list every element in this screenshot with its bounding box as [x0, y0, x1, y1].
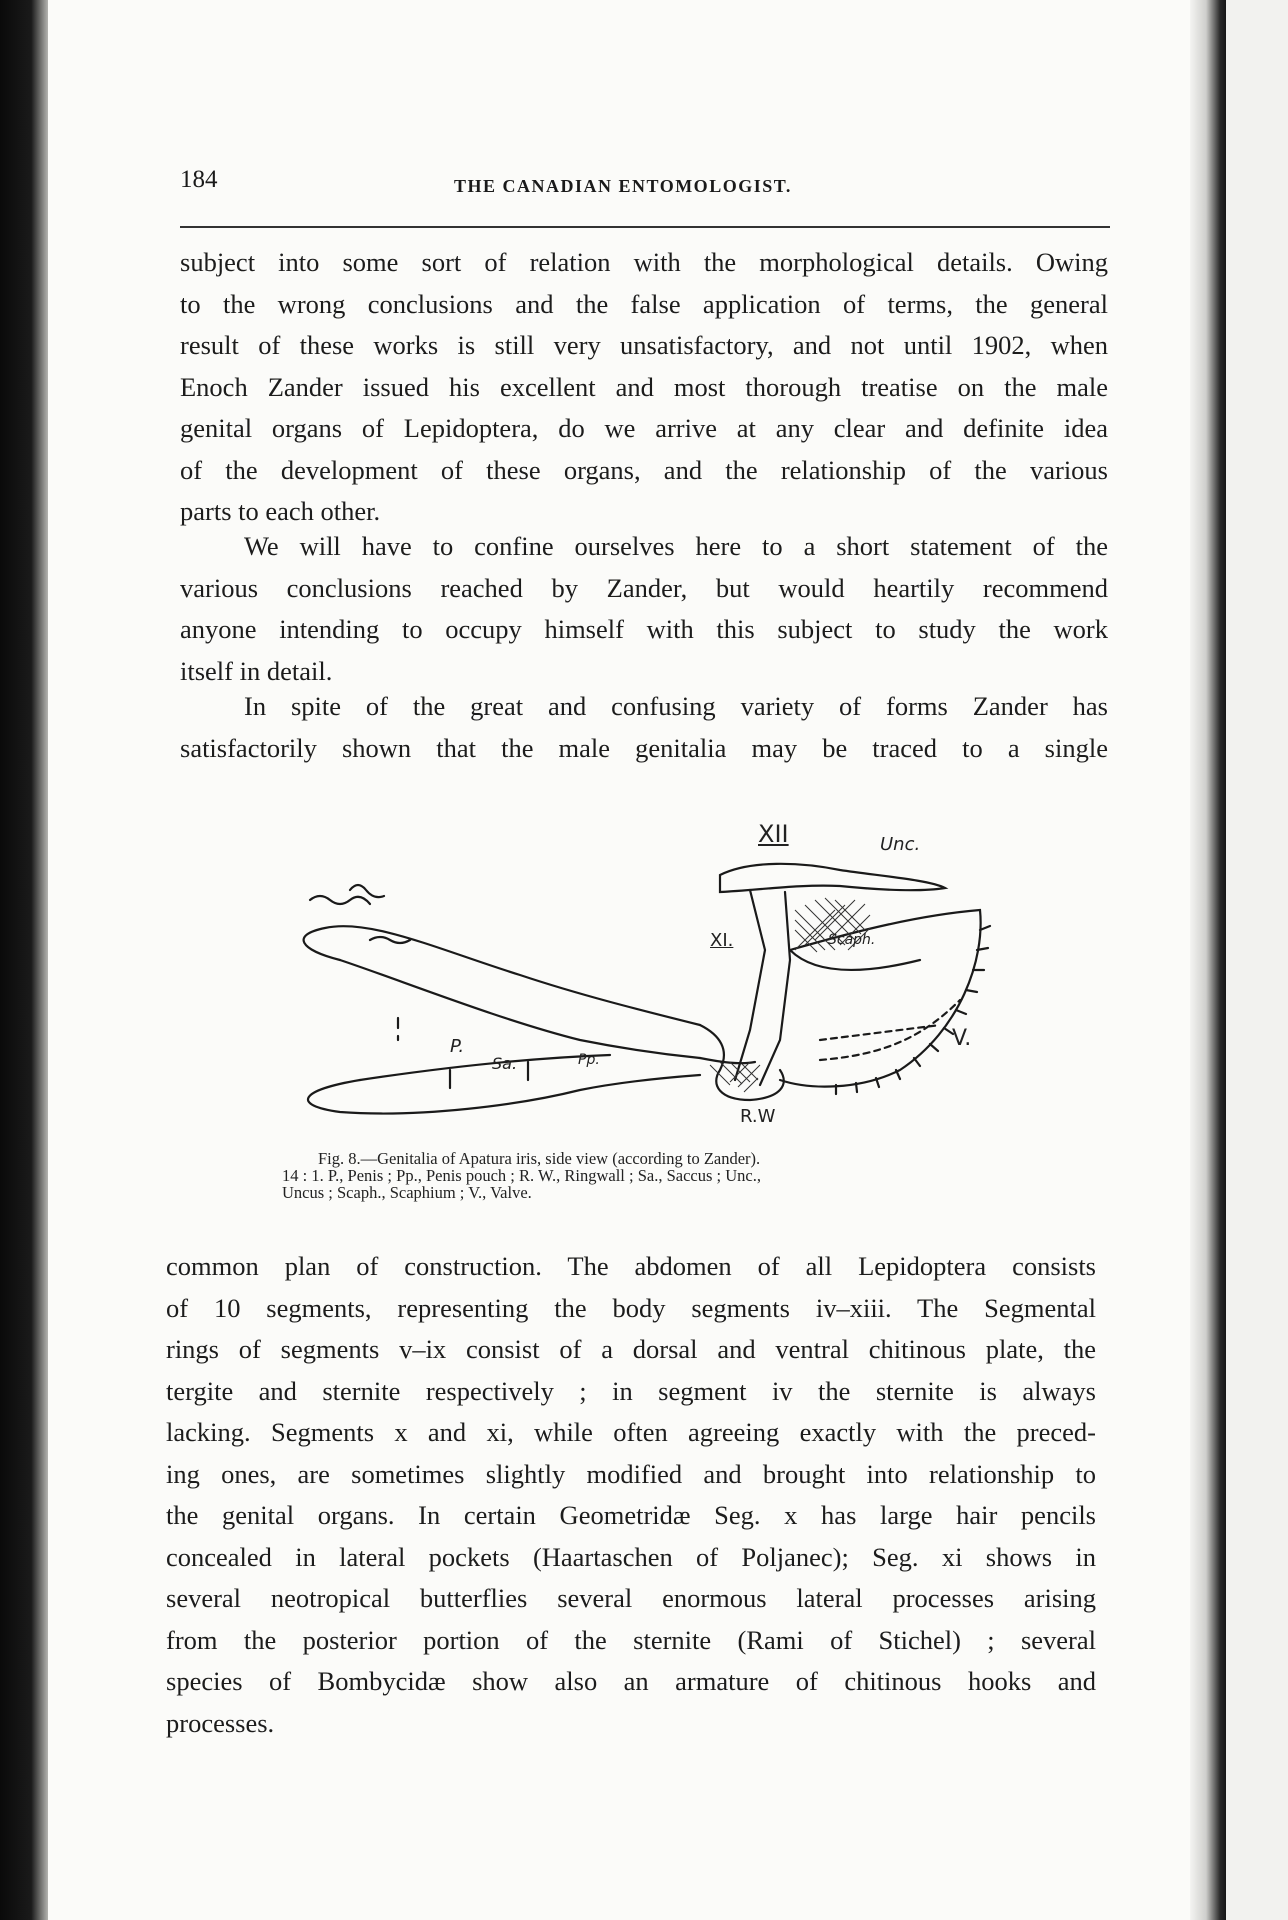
paragraph-2: [180, 526, 1108, 692]
text-line: genital organs of Lepidoptera, do we arrive at any clear and definite idea: [180, 413, 1108, 443]
caption-line: 14 : 1. P., Penis ; Pp., Penis pouch ; R. W., Ringwall ; Sa., Saccus ; Unc.,: [282, 1166, 761, 1185]
figure-label-xii: XII: [758, 820, 789, 848]
text-line: tergite and sternite respectively ; in segment iv the sternite is always: [166, 1375, 1096, 1406]
figure-label-p: P.: [450, 1036, 465, 1057]
paragraph-3: [180, 686, 1108, 769]
text-line: Enoch Zander issued his excellent and most thorough treatise on the male: [180, 371, 1108, 402]
text-line: various conclusions reached by Zander, but would heartily recommend: [180, 572, 1108, 603]
facing-page-edge: [1226, 0, 1288, 1920]
figure-label-unc: Unc.: [880, 834, 921, 855]
figure-label-scaph: Scaph.: [828, 932, 876, 948]
figure-label-v: V.: [952, 1026, 972, 1051]
figure-label-pp: Pp.: [578, 1052, 600, 1068]
text-line: itself in detail.: [180, 655, 333, 686]
figure-label-rw: R.W: [740, 1106, 776, 1127]
text-line: the genital organs. In certain Geometridæ Seg. x has large hair pencils: [166, 1500, 1096, 1530]
text-line: ing ones, are sometimes slightly modified and brought into relationship to: [166, 1458, 1096, 1489]
book-gutter-left: [0, 0, 52, 1920]
page-header: [180, 160, 1110, 200]
text-line: several neotropical butterflies several enormous lateral processes arising: [166, 1583, 1096, 1613]
text-line: anyone intending to occupy himself with this subject to study the work: [180, 614, 1108, 644]
figure-label-sa: Sa.: [492, 1054, 518, 1073]
caption-line: Uncus ; Scaph., Scaphium ; V., Valve.: [282, 1183, 532, 1202]
paragraph-1: [180, 242, 1108, 533]
text-line: result of these works is still very unsatisfactory, and not until 1902, when: [180, 330, 1108, 360]
text-line: In spite of the great and confusing variety of forms Zander has: [244, 691, 1108, 721]
text-line: rings of segments v–ix consist of a dorsal and ventral chitinous plate, the: [166, 1334, 1096, 1364]
text-line: concealed in lateral pockets (Haartaschen of Poljanec); Seg. xi shows in: [166, 1541, 1096, 1572]
text-line: lacking. Segments x and xi, while often agreeing exactly with the preced-: [166, 1417, 1096, 1447]
text-line: of the development of these organs, and the relationship of the various: [180, 454, 1108, 485]
text-line: parts to each other.: [180, 496, 381, 526]
text-line: subject into some sort of relation with the morphological details. Owing: [180, 247, 1108, 277]
figure-label-xi: XI.: [710, 930, 734, 951]
page-number: 184: [180, 166, 218, 193]
caption-line: Fig. 8.—Genitalia of Apatura iris, side view (according to Zander).: [318, 1149, 761, 1168]
text-line: from the posterior portion of the sternite (Rami of Stichel) ; several: [166, 1624, 1096, 1655]
figure-caption: [282, 1150, 1028, 1201]
figure-genitalia-drawing: [280, 800, 1000, 1145]
paragraph-4: [166, 1246, 1096, 1744]
book-spine-shadow: [1190, 0, 1230, 1920]
text-line: of 10 segments, representing the body segments iv–xiii. The Segmental: [166, 1292, 1096, 1323]
text-line: to the wrong conclusions and the false application of terms, the general: [180, 288, 1108, 319]
text-line: processes.: [166, 1707, 275, 1738]
header-rule: [180, 226, 1110, 228]
running-title: THE CANADIAN ENTOMOLOGIST.: [454, 176, 792, 196]
text-line: We will have to confine ourselves here to a short statement of the: [244, 531, 1108, 561]
text-line: satisfactorily shown that the male genitalia may be traced to a single: [180, 732, 1108, 763]
text-line: common plan of construction. The abdomen of all Lepidoptera consists: [166, 1251, 1096, 1281]
text-line: species of Bombycidæ show also an armature of chitinous hooks and: [166, 1666, 1096, 1696]
